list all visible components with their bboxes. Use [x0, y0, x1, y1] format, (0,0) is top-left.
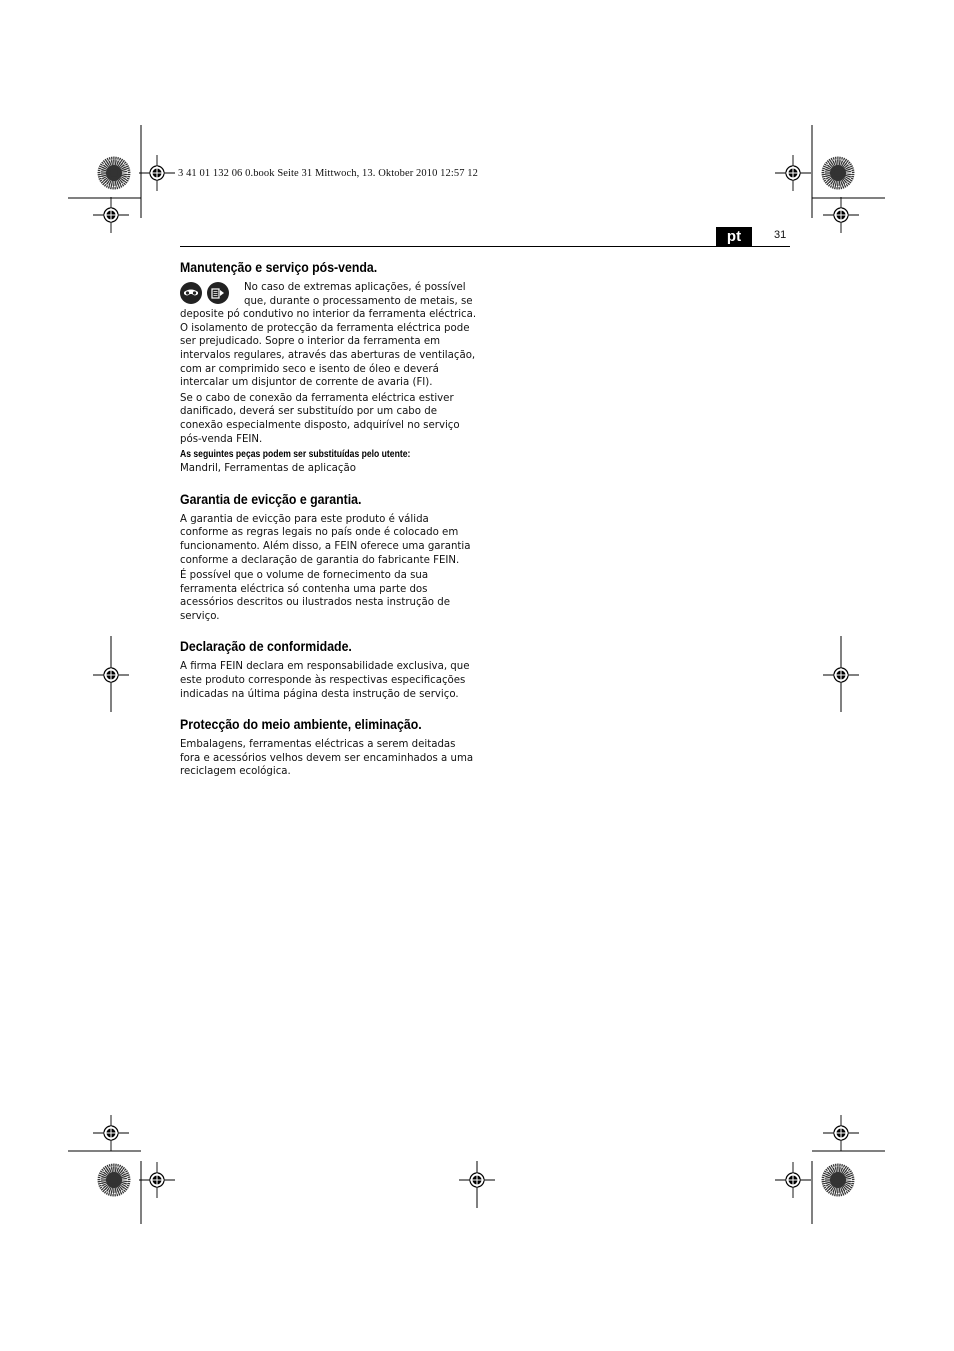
paragraph: Embalagens, ferramentas eléctricas a serem deitadas fora e acessórios velhos devem ser encaminhados a uma reciclagem ecológica.	[180, 739, 474, 778]
section-maintenance	[180, 258, 478, 476]
safety-icons	[180, 282, 236, 306]
paragraph: A firma FEIN declara em responsabilidade exclusiva, que este produto corresponde às respectivas especificações indicadas na última página desta instrução de serviço.	[180, 661, 470, 700]
eye-protection-icon	[180, 282, 202, 304]
paragraph: Mandril, Ferramentas de aplicação	[180, 463, 356, 475]
read-manual-icon	[207, 282, 229, 304]
paragraph: No caso de extremas aplicações, é possível que, durante o processamento de metais, se deposite pó condutivo no interior da ferramenta eléctrica. O isolamento de protecção da ferramenta eléctrica pode ser prejudicado. Sopre o interior da ferramenta em intervalos regulares, através das aberturas de ventilação, com ar comprimido seco e isento de óleo e deverá intercalar um disjuntor de corrente de avaria (FI).	[180, 282, 477, 389]
print-slug: 3 41 01 132 06 0.book Seite 31 Mittwoch, 13. Oktober 2010 12:57 12	[178, 168, 478, 179]
page-number: 31	[774, 229, 787, 241]
subheading: As seguintes peças podem ser substituídas pelo utente:	[180, 449, 411, 461]
section-environment	[180, 715, 478, 779]
language-tab: pt	[716, 227, 752, 246]
header-rule	[180, 246, 790, 247]
section-title: Protecção do meio ambiente, eliminação.	[180, 716, 422, 733]
section-title: Declaração de conformidade.	[180, 638, 352, 655]
section-conformity	[180, 637, 478, 701]
paragraph: É possível que o volume de fornecimento da sua ferramenta eléctrica só contenha uma parte dos acessórios descritos ou ilustrados nesta instrução de serviço.	[180, 570, 451, 622]
paragraph: Se o cabo de conexão da ferramenta eléctrica estiver danificado, deverá ser substituído por um cabo de conexão especialmente disposto, adquirível no serviço pós-venda FEIN.	[180, 392, 460, 445]
section-title: Manutenção e serviço pós-venda.	[180, 259, 378, 275]
paragraph: A garantia de evicção para este produto é válida conforme as regras legais no país onde é colocado em funcionamento. Além disso, a FEIN oferece uma garantia conforme a declaração de garantia do fabricante FEIN.	[180, 513, 471, 566]
section-warranty	[180, 490, 478, 624]
section-title: Garantia de evicção e garantia.	[180, 490, 362, 507]
content-column	[180, 258, 478, 793]
